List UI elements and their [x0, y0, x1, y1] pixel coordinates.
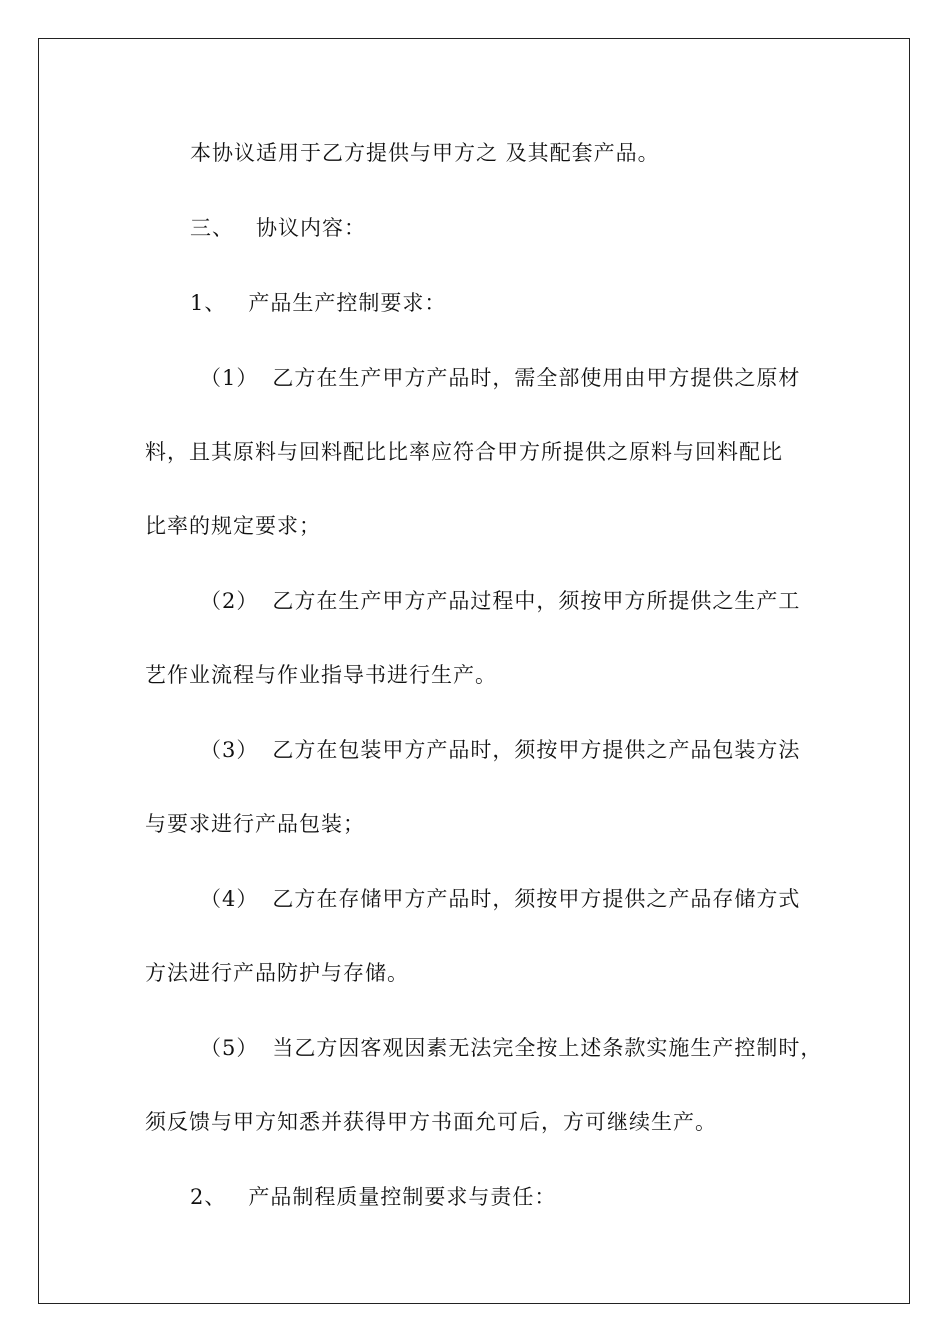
clause-text: 料，且其原料与回料配比比率应符合甲方所提供之原料与回料配比	[145, 440, 783, 464]
clause-1-line-2	[145, 439, 783, 465]
clause-text: 方法进行产品防护与存储。	[145, 961, 409, 985]
clause-number: （1）	[200, 366, 259, 390]
clause-text: 须反馈与甲方知悉并获得甲方书面允可后，方可继续生产。	[145, 1110, 717, 1134]
clause-5-line-1	[200, 1035, 822, 1061]
clause-number: （3）	[200, 738, 259, 762]
clause-text: 乙方在包装甲方产品时，须按甲方提供之产品包装方法	[272, 738, 801, 762]
subsection-title: 产品制程质量控制要求与责任：	[248, 1185, 557, 1209]
clause-1-line-3	[145, 513, 321, 539]
subsection-title: 产品生产控制要求：	[248, 291, 447, 315]
clause-5-line-2	[145, 1109, 717, 1135]
clause-2-line-2	[145, 662, 497, 688]
clause-text: 乙方在生产甲方产品过程中，须按甲方所提供之生产工	[272, 589, 801, 613]
clause-number: （4）	[200, 887, 259, 911]
scope-text: 本协议适用于乙方提供与甲方之 及其配套产品。	[190, 141, 660, 165]
clause-text: 乙方在存储甲方产品时，须按甲方提供之产品存储方式	[272, 887, 801, 911]
section-heading-3	[190, 215, 366, 241]
clause-1-line-1	[200, 365, 800, 391]
paragraph-scope	[190, 140, 660, 166]
clause-3-line-2	[145, 811, 365, 837]
clause-text: 比率的规定要求；	[145, 514, 321, 538]
clause-3-line-1	[200, 737, 800, 763]
subsection-heading-1	[190, 290, 446, 316]
section-title: 协议内容：	[256, 216, 366, 240]
subsection-heading-2	[190, 1184, 556, 1210]
section-number: 三、	[190, 216, 234, 240]
clause-2-line-1	[200, 588, 800, 614]
clause-4-line-2	[145, 960, 409, 986]
subsection-number: 1、	[190, 291, 227, 315]
clause-text: 当乙方因客观因素无法完全按上述条款实施生产控制时，	[272, 1036, 823, 1060]
clause-text: 乙方在生产甲方产品时，需全部使用由甲方提供之原材	[272, 366, 801, 390]
clause-number: （5）	[200, 1036, 259, 1060]
clause-4-line-1	[200, 886, 800, 912]
clause-text: 艺作业流程与作业指导书进行生产。	[145, 663, 497, 687]
clause-text: 与要求进行产品包装；	[145, 812, 365, 836]
clause-number: （2）	[200, 589, 259, 613]
subsection-number: 2、	[190, 1185, 227, 1209]
